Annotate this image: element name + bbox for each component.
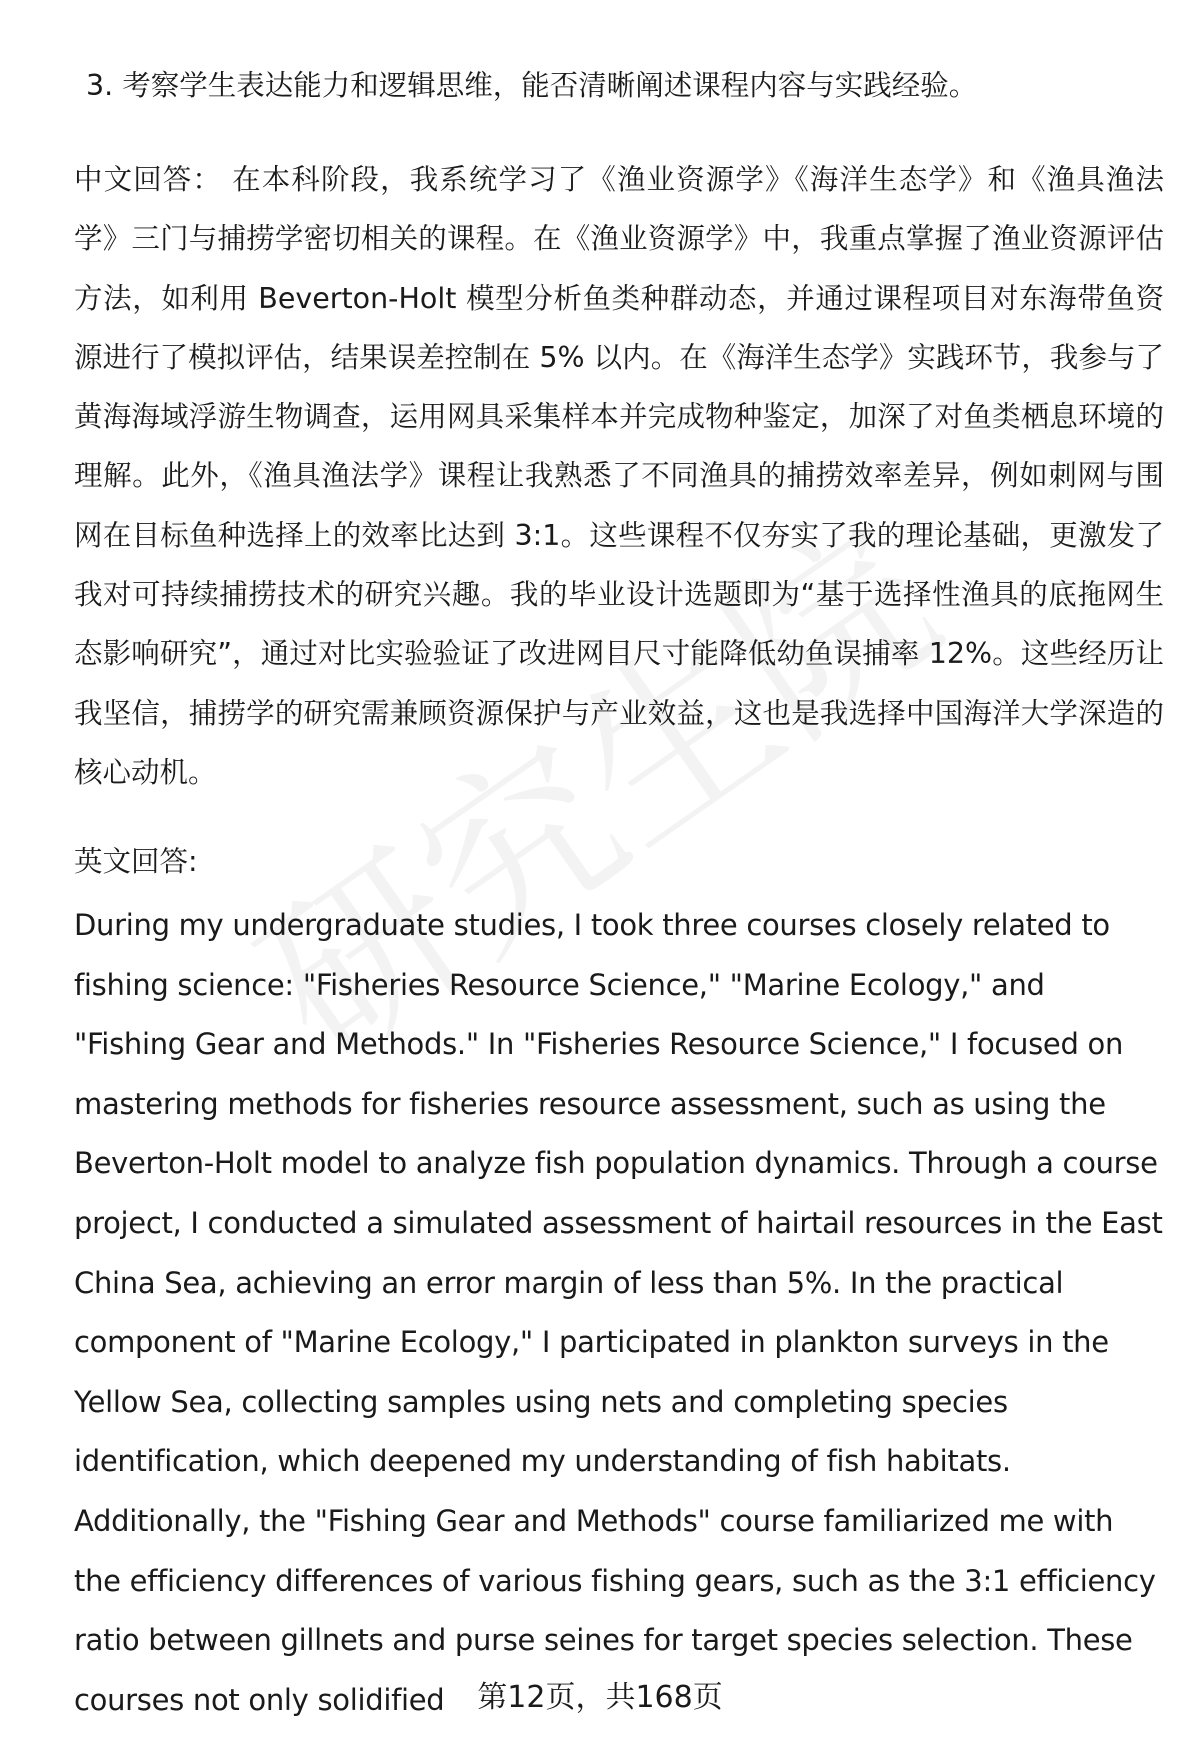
english-answer-label: 英文回答: (74, 845, 198, 878)
english-answer-paragraph: During my undergraduate studies, I took three courses closely related to fishing science: "Fisheries Resource Science," "Marine Ecology," and "Fishing Gear and Methods." In "Fisheries Resource Science," I focused on mastering methods for fisheries resource assessment, such as using the Beverton-Holt model to analyze fish population dynamics. Through a course project, I conducted a simulated assessment of hairtail resources in the East China Sea, achieving an error margin of less than 5%. In the practical component of "Marine Ecology," I participated in plankton surveys in the Yellow Sea, collecting samples using nets and completing species identification, which deepened my understanding of fish habitats. Additionally, the "Fishing Gear and Methods" course familiarized me with the efficiency differences of various fishing gears, such as the 3:1 efficiency ratio between gillnets and purse seines for target species selection. These courses not only solidified (74, 908, 1163, 1717)
page-footer: 第12页，共168页 (477, 1680, 723, 1715)
question-item-3: 3. 考察学生表达能力和逻辑思维，能否清晰阐述课程内容与实践经验。 (86, 69, 978, 102)
chinese-answer-paragraph: 中文回答： 在本科阶段，我系统学习了《渔业资源学》《海洋生态学》和《渔具渔法学》三门与捕捞学密切相关的课程。在《渔业资源学》中，我重点掌握了渔业资源评估方法，如利用 Beverton-Holt 模型分析鱼类种群动态，并通过课程项目对东海带鱼资源进行了模拟评估，结果误差控制在 5% 以内。在《海洋生态学》实践环节，我参与了黄海海域浮游生物调查，运用网具采集样本并完成物种鉴定，加深了对鱼类栖息环境的理解。此外，《渔具渔法学》课程让我熟悉了不同渔具的捕捞效率差异，例如刺网与围网在目标鱼种选择上的效率比达到 3:1。这些课程不仅夯实了我的理论基础，更激发了我对可持续捕捞技术的研究兴趣。我的毕业设计选题即为“基于选择性渔具的底拖网生态影响研究”，通过对比实验验证了改进网目尺寸能降低幼鱼误捕率 12%。这些经历让我坚信，捕捞学的研究需兼顾资源保护与产业效益，这也是我选择中国海洋大学深造的核心动机。 (74, 163, 1164, 789)
